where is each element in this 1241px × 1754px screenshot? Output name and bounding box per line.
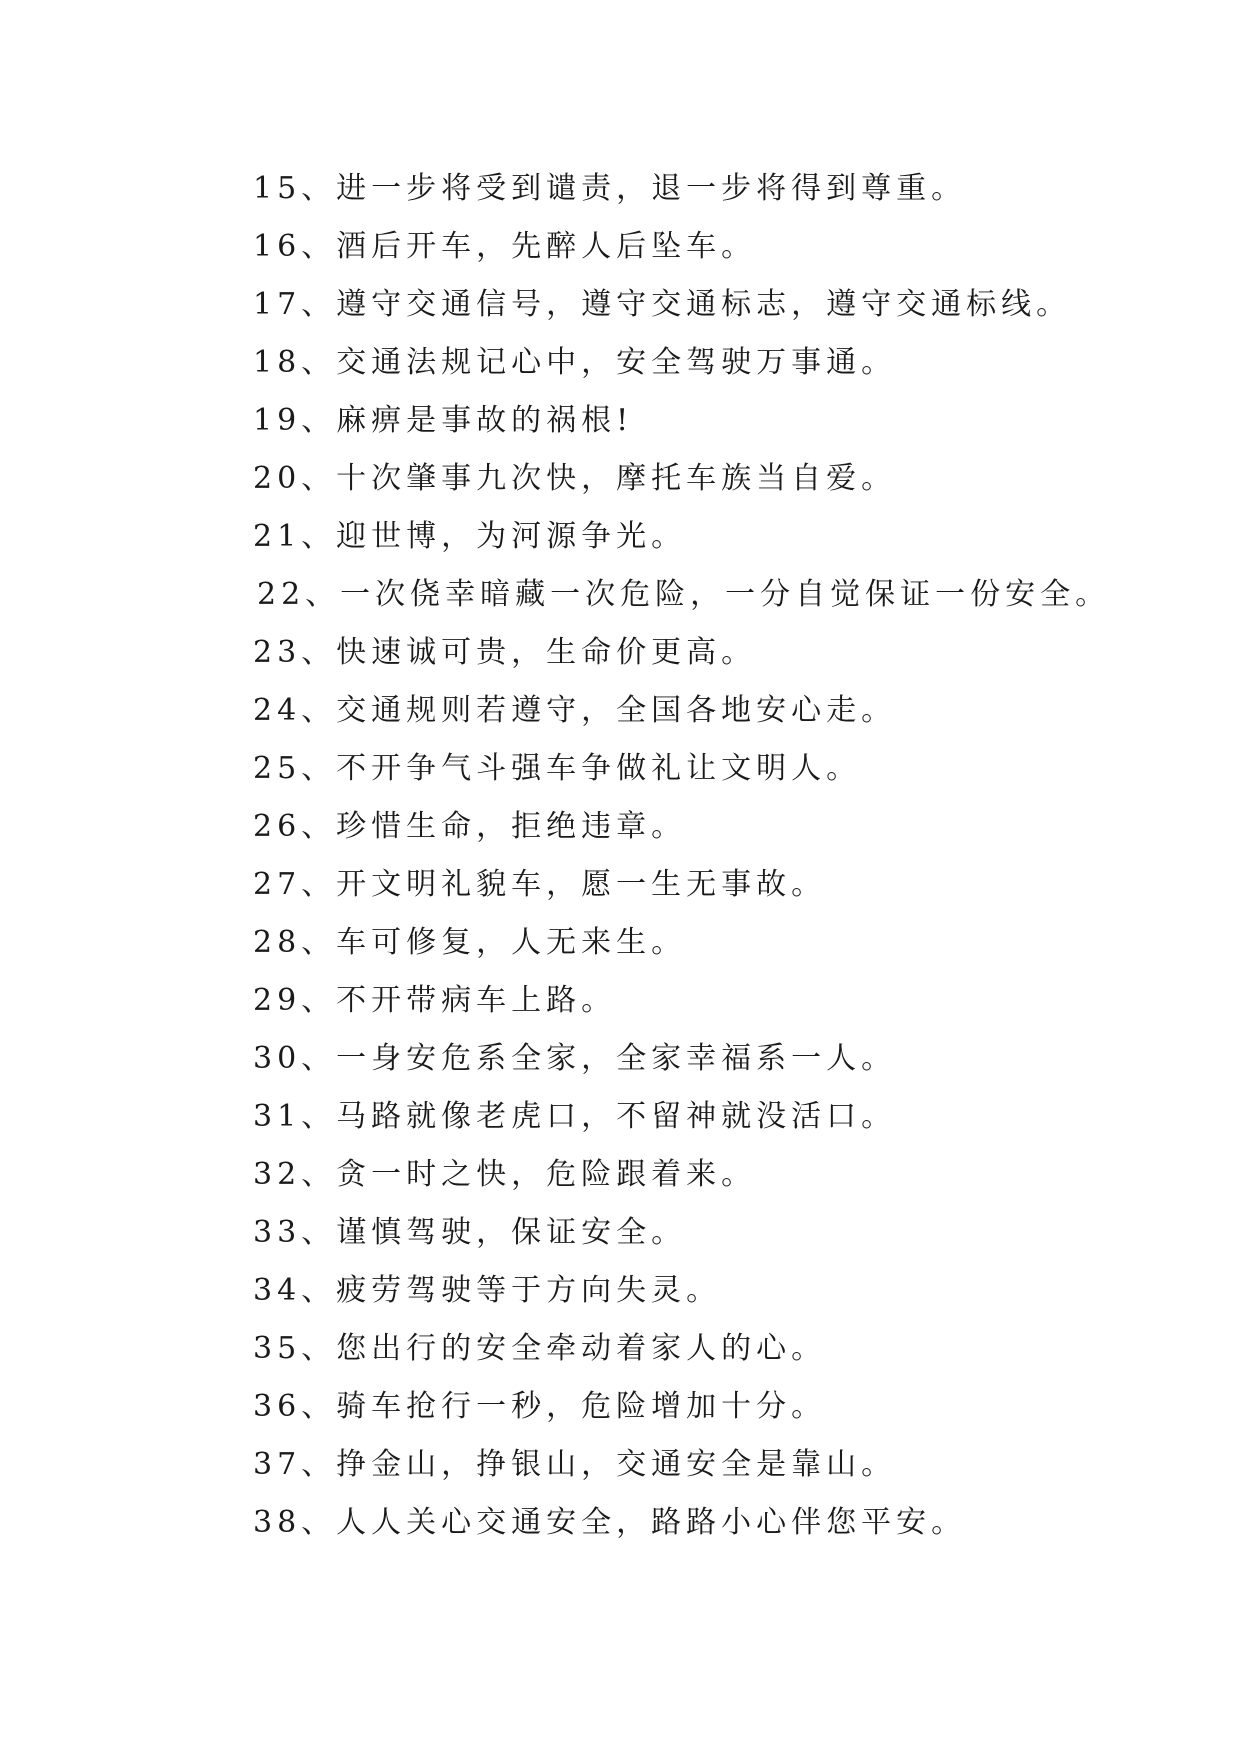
list-item: 38、人人关心交通安全，路路小心伴您平安。 — [253, 1505, 967, 1540]
list-item: 36、骑车抢行一秒，危险增加十分。 — [253, 1389, 827, 1424]
list-item: 27、开文明礼貌车，愿一生无事故。 — [253, 867, 827, 902]
list-item: 16、酒后开车，先醉人后坠车。 — [253, 229, 757, 264]
list-item: 30、一身安危系全家，全家幸福系一人。 — [253, 1041, 897, 1076]
list-item: 29、不开带病车上路。 — [253, 983, 617, 1018]
list-item: 22、一次侥幸暗藏一次危险，一分自觉保证一份安全。 — [257, 577, 1111, 612]
list-item: 15、进一步将受到谴责，退一步将得到尊重。 — [253, 171, 967, 206]
list-item: 19、麻痹是事故的祸根! — [253, 403, 634, 438]
list-item: 35、您出行的安全牵动着家人的心。 — [253, 1331, 827, 1366]
list-item: 23、快速诚可贵，生命价更高。 — [253, 635, 757, 670]
list-item: 17、遵守交通信号，遵守交通标志，遵守交通标线。 — [253, 287, 1072, 322]
list-item: 37、挣金山，挣银山，交通安全是靠山。 — [253, 1447, 897, 1482]
list-item: 34、疲劳驾驶等于方向失灵。 — [253, 1273, 722, 1308]
list-item: 18、交通法规记心中，安全驾驶万事通。 — [253, 345, 897, 380]
list-item: 31、马路就像老虎口，不留神就没活口。 — [253, 1099, 897, 1134]
list-item: 33、谨慎驾驶，保证安全。 — [253, 1215, 687, 1250]
list-item: 28、车可修复，人无来生。 — [253, 925, 687, 960]
list-item: 20、十次肇事九次快，摩托车族当自爱。 — [253, 461, 897, 496]
list-item: 26、珍惜生命，拒绝违章。 — [253, 809, 687, 844]
list-item: 21、迎世博，为河源争光。 — [253, 519, 687, 554]
slogan-list — [253, 160, 1110, 1552]
list-item: 25、不开争气斗强车争做礼让文明人。 — [253, 751, 862, 786]
list-item: 24、交通规则若遵守，全国各地安心走。 — [253, 693, 897, 728]
list-item: 32、贪一时之快，危险跟着来。 — [253, 1157, 757, 1192]
